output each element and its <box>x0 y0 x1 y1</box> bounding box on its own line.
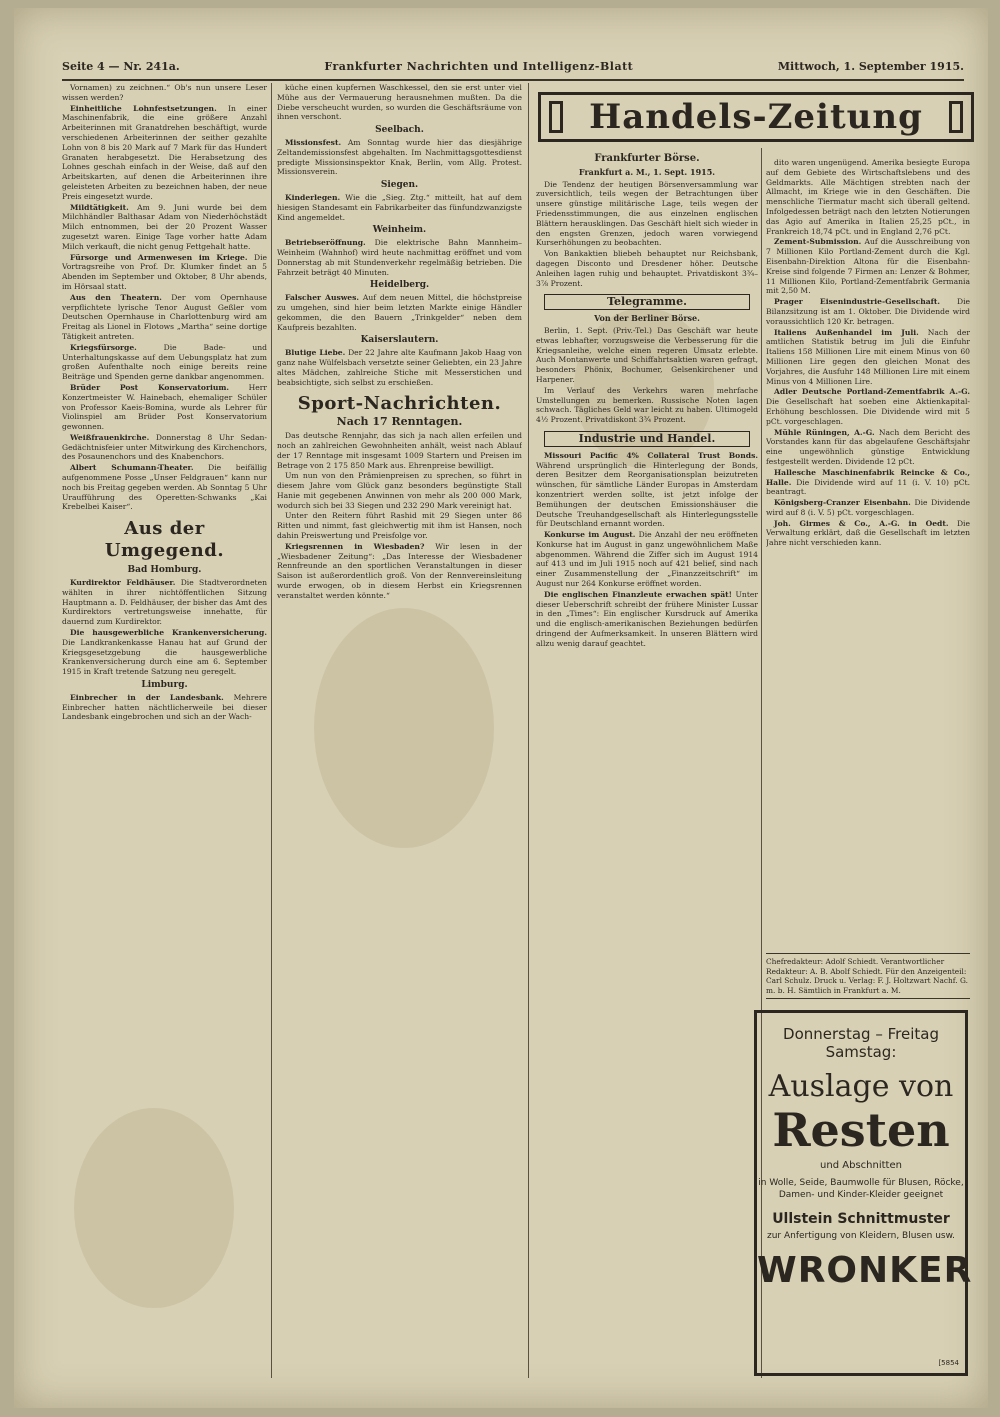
article <box>766 387 970 426</box>
article <box>277 542 522 601</box>
article-body: dito waren ungenügend. Amerika besiegte Europa auf dem Gebiete des Wirtschaftslebens und des Geldmarkts. Alle Mächtigen strebten nach der Allmacht, im Kriege wie in den Geschäften. Die menschliche Tiermatur macht sich überall geltend. Infolgedessen beträgt nach den letzten Notierungen das Agio auf Amerika in Italien 25,25 pCt., in Frankreich 18,74 pCt. und in England 2,76 pCt. <box>766 158 970 236</box>
article-heading: Kinderlegen. <box>285 192 341 202</box>
article-body: Die beifällig aufgenommene Posse „Unser Feldgrauen“ kann nur noch bis Freitag gegeben werden. Ab Sonntag 5 Uhr Uraufführung des Operetten-Schwanks „Kai Krebelbei Kaiser“. <box>62 463 267 512</box>
locality-heading: Kaiserslautern. <box>360 335 439 346</box>
banner-ornament <box>549 101 563 133</box>
article-heading: Albert Schumann-Theater. <box>70 463 194 473</box>
article-body: Am Sonntag wurde hier das diesjährige Zeltandemissionsfest abgehalten. Im Nachmittagsgottesdienst predigte Missionsinspektor Knak, Berlin, vom Allg. Protest. Missionsverein. <box>277 137 522 177</box>
issue-date: Mittwoch, 1. September 1915. <box>777 59 964 73</box>
article-heading: Betriebseröffnung. <box>285 238 366 248</box>
article <box>62 463 267 512</box>
locality-heading: Heidelberg. <box>369 280 430 291</box>
article-heading: Kriegsrennen in Wiesbaden? <box>285 541 425 551</box>
page-number: Seite 4 — Nr. 241a. <box>62 59 180 73</box>
article <box>277 238 522 277</box>
article-body: Von Bankaktien bliebeh behauptet nur Reichsbank, dagegen Disconto und Dresdener höher. Deutsche Anleihen lagen ruhig und behauptet. Privatdiskont 3¾–3⅞ Prozent. <box>536 249 758 288</box>
article <box>62 383 267 432</box>
article <box>62 203 267 252</box>
article-heading: Konkurse im August. <box>544 530 636 540</box>
article <box>62 293 267 342</box>
article-title: Nach 17 Renntagen. <box>336 415 463 429</box>
article <box>766 519 970 548</box>
article-heading: Die englischen Finanzleute erwachen spät! <box>544 589 732 599</box>
locality-heading: Seelbach. <box>375 125 424 136</box>
article-heading: Einheitliche Lohnfestsetzungen. <box>70 103 217 113</box>
article-heading: Mühle Rüningen, A.-G. <box>774 427 875 437</box>
article-body: Das deutsche Rennjahr, das sich ja nach allen erfeilen und noch an zahlreichen Gewohnheiten anhält, weist nach Ablauf der 17 Renntage mit insgesamt 1009 Startern und Preisen im Betrage von 2 175 850 Mark aus. Ehrenpreise bewilligt. <box>277 431 522 470</box>
article <box>277 293 522 332</box>
article-heading: Falscher Auswes. <box>285 293 360 303</box>
ad-code: [5854 <box>938 1359 959 1367</box>
article <box>62 578 267 627</box>
article-body: Auf dem neuen Mittel, die höchstpreise zu umgehen, sind hier beim letzten Markte einige Händler gekommen, die den Bauern „Trinkgelder“ neben dem Kaufpreis bezahlten. <box>277 293 522 332</box>
article-body: Unter den Reitern führt Rashid mit 29 Siegen unter 86 Ritten und nimmt, fast gleichwertig mit ihm ist Hansen, noch dahin Preiswertung und Preisfolge vor. <box>277 511 522 541</box>
article-title: Von der Berliner Börse. <box>594 313 700 324</box>
article <box>536 590 758 649</box>
article-body: Der 22 Jahre alte Kaufmann Jakob Haag von ganz nahe Wülfelsbach versetzte seiner Geliebten, ein 23 Jahre altes Mädchen, zahlreiche Stiche mit Messerstichen und beabsichtigte, sich selbst zu erschießen. <box>277 348 522 387</box>
section-heading-telegramme: Telegramme. <box>544 294 750 310</box>
article-body: Unter dieser Ueberschrift schreibt der frühere Minister Lussar in den „Times“: Ein englischer Kursdruck auf Amerika und die englisch-amerikanischen Beziehungen bedürfen dringend der Aufmerksamkeit. In unseren Blättern wird allzu wenig darauf geachtet. <box>536 589 758 648</box>
article-title: Frankfurter Börse. <box>594 153 700 164</box>
article-body: Nach der amtlichen Statistik betrug im Juli die Einfuhr Italiens 158 Millionen Lire mit einem Minus von 60 Millionen Lire gegen den gleichen Monat des Vorjahres, die Ausfuhr 148 Millionen Lire mit einem Minus von 4 Millionen Lire. <box>766 327 970 386</box>
article-heading: Adler Deutsche Portland-Zementfabrik A.-G. <box>774 387 970 397</box>
ad-description: in Wolle, Seide, Baumwolle für Blusen, Röcke, Damen- und Kinder-Kleider geeignet <box>758 1178 964 1200</box>
article-body: Wie die „Sieg. Ztg.“ mitteilt, hat auf dem hiesigen Standesamt ein Fabrikarbeiter das fünfundzwanzigste Kind angemeldet. <box>277 192 522 222</box>
dateline: Frankfurt a. M., 1. Sept. 1915. <box>578 166 716 177</box>
banner-ornament <box>949 101 963 133</box>
masthead-title: Frankfurter Nachrichten und Intelligenz-Blatt <box>324 59 634 73</box>
article-body: Die elektrische Bahn Mannheim–Weinheim (Wahnhof) wird heute nachmittag eröffnet und vom Donnerstag ab mit Stundenverkehr regelmäßig betrieben. Die Fahrzeit beträgt 40 Minuten. <box>277 238 522 277</box>
article-body: Die Gesellschaft hat soeben eine Aktienkapital-Erhöhung beschlossen. Die Dividende wird mit 5 pCt. vorgeschlagen. <box>766 397 970 426</box>
article <box>62 104 267 202</box>
ad-days: Donnerstag – Freitag <box>783 1025 939 1043</box>
article-heading: Königsberg-Cranzer Eisenbahn. <box>774 498 911 508</box>
column-rule <box>271 83 272 1378</box>
locality-heading: Siegen. <box>380 180 419 191</box>
article-heading: Joh. Girmes & Co., A.-G. in Oedt. <box>774 518 949 528</box>
article-body: küche einen kupfernen Waschkessel, den sie erst unter viel Mühe aus der Vermauerung herausnehmen mußten. Da die Diebe verscheucht wurden, so wurden die Geschäftsräume von ihnen verschont. <box>277 83 522 122</box>
article-body: Die Stadtverordneten wählten in ihrer nichtöffentlichen Sitzung Hauptmann a. D. Feldhäuser, der bisher das Amt des Kurdirektors vertretungsweise innehatte, für dauernd zum Kurdirektor. <box>62 578 267 627</box>
locality-heading: Bad Homburg. <box>127 565 202 576</box>
locality-heading: Limburg. <box>141 680 188 691</box>
article-body: Wir lesen in der „Wiesbadener Zeitung“: „Das Interesse der Wiesbadener Rennfreunde an den sportlichen Veranstaltungen in dieser Saison ist außerordentlich groß. Von der Rennvereinsleitung wurde erwogen, ob in diesem Herbst ein Kriegsrennen veranstaltet werden könnte.“ <box>277 541 522 600</box>
article <box>766 498 970 518</box>
article-body: Die Dividende wird auf 11 (i. V. 10) pCt. beantragt. <box>766 477 970 497</box>
article-heading: Die hausgewerbliche Krankenversicherung. <box>70 628 267 638</box>
article <box>62 253 267 292</box>
article-body: Die Anzahl der neu eröffneten Konkurse hat im August in ganz ungewöhnlichem Maße abgenommen. Während die Ziffer sich im August 1914 auf 413 und im Juli 1915 noch auf 421 belief, sind nach einer Zusammenstellung der „Finanzzeitschrift“ im August nur 264 Konkurse eröffnet worden. <box>536 530 758 589</box>
article-heading: Hallesche Maschinenfabrik Reincke & Co., Halle. <box>766 467 970 487</box>
article-body: Die Bilanzsitzung ist am 1. Oktober. Die Dividende wird voraussichtlich 120 Kr. betragen. <box>766 297 970 326</box>
article-text: Vornamen) zu zeichnen.“ Ob's nun unsere Leser wissen werden? <box>62 83 267 102</box>
article <box>536 530 758 589</box>
column-regional-sport <box>277 83 522 1378</box>
article-body: Am 9. Juni wurde bei dem Milchhändler Balthasar Adam von Niederhöchstädt Milch entnommen, bei der 20 Prozent Wasser zugesetzt waren. Einige Tage vorher hatte Adam Milch verkauft, die nicht genug Fettgehalt hatte. <box>62 202 267 251</box>
article <box>277 348 522 387</box>
article-body: Die Verwaltung erklärt, daß die Gesellschaft im letzten Jahre nicht verschieden kann. <box>766 518 970 548</box>
article-body: Die Bade- und Unterhaltungskasse auf dem Uebungsplatz hat zum großen Aufenthalte noch einige bereits reine Beiträge und Spenden gerne dankbar angenommen. <box>62 342 267 382</box>
wronker-advertisement <box>754 1010 973 1376</box>
article-heading: Einbrecher in der Landesbank. <box>70 692 224 702</box>
article-heading: Prager Eisenindustrie-Gesellschaft. <box>774 297 941 307</box>
article <box>62 433 267 462</box>
article <box>277 193 522 222</box>
ad-headline-main: Resten <box>772 1103 950 1157</box>
column-business-notes <box>766 158 970 928</box>
article-body: Die Tendenz der heutigen Börsenversammlung war zuversichtlich, teils wegen der Betrachtungen über unsere günstige militärische Lage, teils wegen der Friedensstimmungen, die aus einzelnen englischen Blättern herausklingen. Das Geschäft hielt sich wieder in den engsten Grenzen, jedoch waren vorwiegend Kurserhöhungen zu beobachten. <box>536 179 758 248</box>
section-title: Handels-Zeitung <box>589 97 923 137</box>
article-heading: Weißfrauenkirche. <box>70 432 150 442</box>
ad-product: Ullstein Schnittmuster <box>772 1211 950 1227</box>
article-heading: Aus den Theatern. <box>70 292 162 302</box>
article <box>766 297 970 326</box>
article-body: Donnerstag 8 Uhr Sedan-Gedächtnisfeier unter Mitwirkung des Kirchenchors, des Posaunenchors und des Knabenchors. <box>62 432 267 462</box>
article-body: Der vom Opernhause verpflichtete lyrische Tenor August Geßler vom Deutschen Opernhause in Charlottenburg wird am Freitag als Lionel in Flotows „Martha“ seine dortige Tätigkeit antreten. <box>62 292 267 341</box>
newspaper-page <box>14 8 988 1408</box>
article <box>62 693 267 722</box>
article-body: In einer Maschinenfabrik, die eine größere Anzahl Arbeiterinnen mit Granatdrehen beschäftigt, wurde verschiedenen Arbeiterinnen der seither gezahlte Lohn von 8 bis 20 Mark auf 7 Mark für das Hundert Granaten herabgesetzt. Die Herabsetzung des Lohnes geschah einfach in der Weise, daß auf den Arbeitskarten, auf denen die Arbeiterinnen ihre geleisteten Arbeiten zu bezeichnen haben, der neue Preis eingesetzt wurde. <box>62 103 267 201</box>
article-body: Mehrere Einbrecher hatten nächtlicherweile bei dieser Landesbank eingebrochen und sich an der Wach- <box>62 692 267 722</box>
section-heading-umgegend: Aus der Umgegend. <box>104 518 225 562</box>
article-heading: Missouri Pacific 4% Collateral Trust Bonds. <box>544 450 758 460</box>
ad-product-desc: zur Anfertigung von Kleidern, Blusen usw. <box>767 1231 955 1241</box>
article-heading: Mildtätigkeit. <box>70 202 129 212</box>
article-heading: Missionsfest. <box>285 137 342 147</box>
article-body: Herr Konzertmeister W. Hainebach, ehemaliger Schüler von Professor Kaeis-Bomina, wurde als Lehrer für Violinspiel am Brüder Post Konservatorium gewonnen. <box>62 382 267 432</box>
ad-subline: und Abschnitten <box>820 1160 902 1171</box>
article-heading: Kriegsfürsorge. <box>70 342 137 352</box>
article-heading: Kurdirektor Feldhäuser. <box>70 578 176 588</box>
article <box>766 328 970 387</box>
article-body: Die Landkrankenkasse Hanau hat auf Grund der Kriegsgesetzgebung die hausgewerbliche Krankenversicherung durch eine am 6. September 1915 in Kraft tretende Satzung neu geregelt. <box>62 637 267 677</box>
article-body: Die Vortragsreihe von Prof. Dr. Klumker findet an 5 Abenden im September und Oktober, 8 Uhr abends, im Hörsaal statt. <box>62 252 267 291</box>
locality-heading: Weinheim. <box>372 225 427 236</box>
ad-days-2: Samstag: <box>825 1043 897 1061</box>
column-rule <box>528 83 529 1378</box>
article <box>277 138 522 177</box>
column-commerce <box>536 150 758 1378</box>
article-body: Um nun von den Prämienpreisen zu sprechen, so führt in diesem Jahre vom Glück ganz besonders begünstigte Stall Hanie mit gegebenen Anwinnen von mehr als 200 000 Mark, wodurch sich bei 33 Siegen und 232 290 Mark vereinigt hat. <box>277 471 522 510</box>
article-heading: Zement-Submission. <box>774 237 862 247</box>
article-body: Nach dem Bericht des Vorstandes kann für das abgelaufene Geschäftsjahr eine ungewöhnlich günstige Entwicklung festgestellt werden. Dividende 12 pCt. <box>766 427 970 466</box>
article-body: Berlin, 1. Sept. (Priv.-Tel.) Das Geschäft war heute etwas lebhafter, vorzugsweise die Verbesserung für die Kriegsanleihe, welche einen regeren Umsatz erlebte. Auch Montanwerte und Schiffahrtsaktien waren gefragt, besonders Phönix, Bochumer, Gelsenkirchener und Harpener. <box>536 325 758 384</box>
article <box>766 237 970 296</box>
column-local-news <box>62 83 267 1378</box>
section-heading-industrie: Industrie und Handel. <box>544 431 750 447</box>
handels-zeitung-banner <box>538 92 974 142</box>
article-body: Die Dividende wird auf 8 (i. V. 5) pCt. vorgeschlagen. <box>766 498 970 517</box>
ad-headline: Auslage von <box>768 1069 954 1104</box>
article-body: Während ursprünglich die Hinterlegung der Bonds, deren Besitzer dem Reorganisationsplan beizutreten wünschen, für sämtliche Länder Europas in Amsterdam konzentriert werden sollte, ist jetzt infolge der Bemühungen der deutschen Emissionshäuser die Deutsche Treuhandgesellschaft als Hinterlegungsstelle für Deutschland ernannt worden. <box>536 460 758 529</box>
article-heading: Fürsorge und Armenwesen im Kriege. <box>70 252 248 262</box>
article <box>536 451 758 529</box>
article <box>766 468 970 497</box>
article-heading: Italiens Außenhandel im Juli. <box>774 327 919 337</box>
article-heading: Brüder Post Konservatorium. <box>70 382 230 392</box>
running-head <box>62 56 964 81</box>
article <box>766 428 970 467</box>
article-heading: Blutige Liebe. <box>285 348 346 358</box>
section-heading-sport: Sport-Nachrichten. <box>297 393 502 415</box>
article-body: Auf die Ausschreibung von 7 Millionen Kilo Portland-Zement durch die Kgl. Eisenbahn-Direktion Altona für die Eisenbahn-Kreise sind folgende 7 Firmen an: Lenzer & Bohmer, 11 Millionen Kilo, Portland-Zementfabrik Germania mit 2,50 M. <box>766 237 970 296</box>
imprint: Chefredakteur: Adolf Schiedt. Verantwortlicher Redakteur: A. B. Abolf Schiedt. Für den Anzeigenteil: Carl Schulz. Druck u. Verlag: F. J. Holtzwart Nachf. G. m. b. H. Sämtlich in Frankfurt a. M. <box>766 953 970 999</box>
article-body: Im Verlauf des Verkehrs waren mehrfache Umstellungen zu bemerken. Russische Noten lagen schwach. Tägliches Geld war leicht zu haben. Ultimogeld 4½ Prozent. Privatdiskont 3¾ Prozent. <box>536 385 758 425</box>
ad-brand: WRONKER <box>757 1250 973 1291</box>
article <box>62 343 267 382</box>
article <box>62 628 267 677</box>
